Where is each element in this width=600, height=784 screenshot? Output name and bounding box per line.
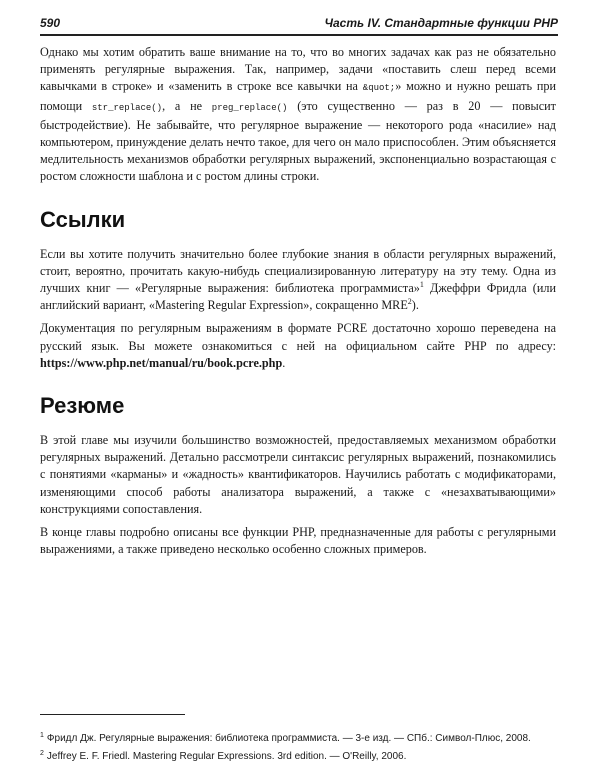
page-content (40, 44, 556, 564)
summary-heading: Резюме (40, 393, 125, 419)
summary-paragraph-1: В этой главе мы изучили большинство возможностей, предоставляемых механизмом обработки регулярных выражений. Детально рассмотрели синтаксис регулярных выражений, познакомились с понятиями «карманы» и «жадность» квантификаторов. Научились работать с модификаторами, изменяющими способ работы анализатора выражений, а также с «незахватывающими» конструкциями сопоставления. (40, 433, 556, 516)
footnote-divider (40, 714, 185, 715)
footnote-ref-2[interactable]: 2 (407, 297, 412, 307)
links-doc-end: . (282, 355, 286, 370)
footnote-2 (40, 746, 556, 764)
links-text-3: ). (411, 298, 419, 313)
links-paragraph-2 (40, 320, 556, 372)
footnote-1-text: Фридл Дж. Регулярные выражения: библиотека программиста. — 3-е изд. — СПб.: Символ-Плюс, 2008. (46, 733, 531, 744)
links-paragraph-1 (40, 246, 556, 315)
page-header (40, 14, 558, 36)
running-title: Часть IV. Стандартные функции PHP (324, 16, 558, 30)
intro-text-3: , а не (162, 98, 212, 113)
footnote-2-number: 2 (40, 750, 44, 757)
summary-paragraph-2: В конце главы подробно описаны все функции PHP, предназначенные для работы с регулярными выражениями, а также приведено несколько особенно сложных примеров. (40, 525, 556, 557)
footnote-1-number: 1 (40, 732, 44, 739)
intro-text-2: » можно и нужно решать при помощи (40, 79, 556, 113)
footnote-1 (40, 728, 556, 746)
links-doc-text: Документация по регулярным выражениям в формате PCRE достаточно хорошо переведена на русский язык. Вы можете ознакомиться с ней на официальном сайте PHP по адресу: (40, 321, 556, 353)
links-text-2: Джеффри Фридла (или английский вариант, «Mastering Regular Expression», сокращенно MRE (40, 281, 556, 313)
footnote-2-text: Jeffrey E. F. Friedl. Mastering Regular Expressions. 3rd edition. — O'Reilly, 2006. (46, 751, 407, 762)
footnotes (40, 728, 556, 764)
links-heading: Ссылки (40, 206, 126, 232)
intro-paragraph (40, 44, 556, 186)
code-str-replace: str_replace() (91, 102, 163, 113)
intro-text-4: (это существенно — раз в 20 — повысит быстродействие). Не забывайте, что регулярное выражение — некоторого рода «насилие» над компьютером, принуждение делать нечто такое, для чего он мало приспособлен. Этим объясняется медлительность механизмов обработки регулярных выражений, экспоненциально возрастающая с ростом сложности шаблона и с ростом длины строки. (40, 98, 556, 184)
links-text-1: Если вы хотите получить значительно более глубокие знания в области регулярных выражений, стоит, вероятно, прочитать какую-нибудь специализированную литературу на эту тему. Одна из лучших книг — «Регулярные выражения: библиотека программиста» (40, 246, 556, 296)
page-number: 590 (40, 16, 61, 30)
intro-text-1: Однако мы хотим обратить ваше внимание на то, что во многих задачах как раз не обязательно применять регулярные выражения. Так, например, задачи «поставить слеш перед всеми кавычками в строке» и «заменить в строке все кавычки на (40, 45, 556, 94)
code-quot: &quot; (362, 83, 396, 94)
code-preg-replace: preg_replace() (211, 102, 288, 113)
footnote-ref-1[interactable]: 1 (419, 280, 424, 290)
php-docs-link[interactable]: https://www.php.net/manual/ru/book.pcre.php (40, 355, 283, 370)
